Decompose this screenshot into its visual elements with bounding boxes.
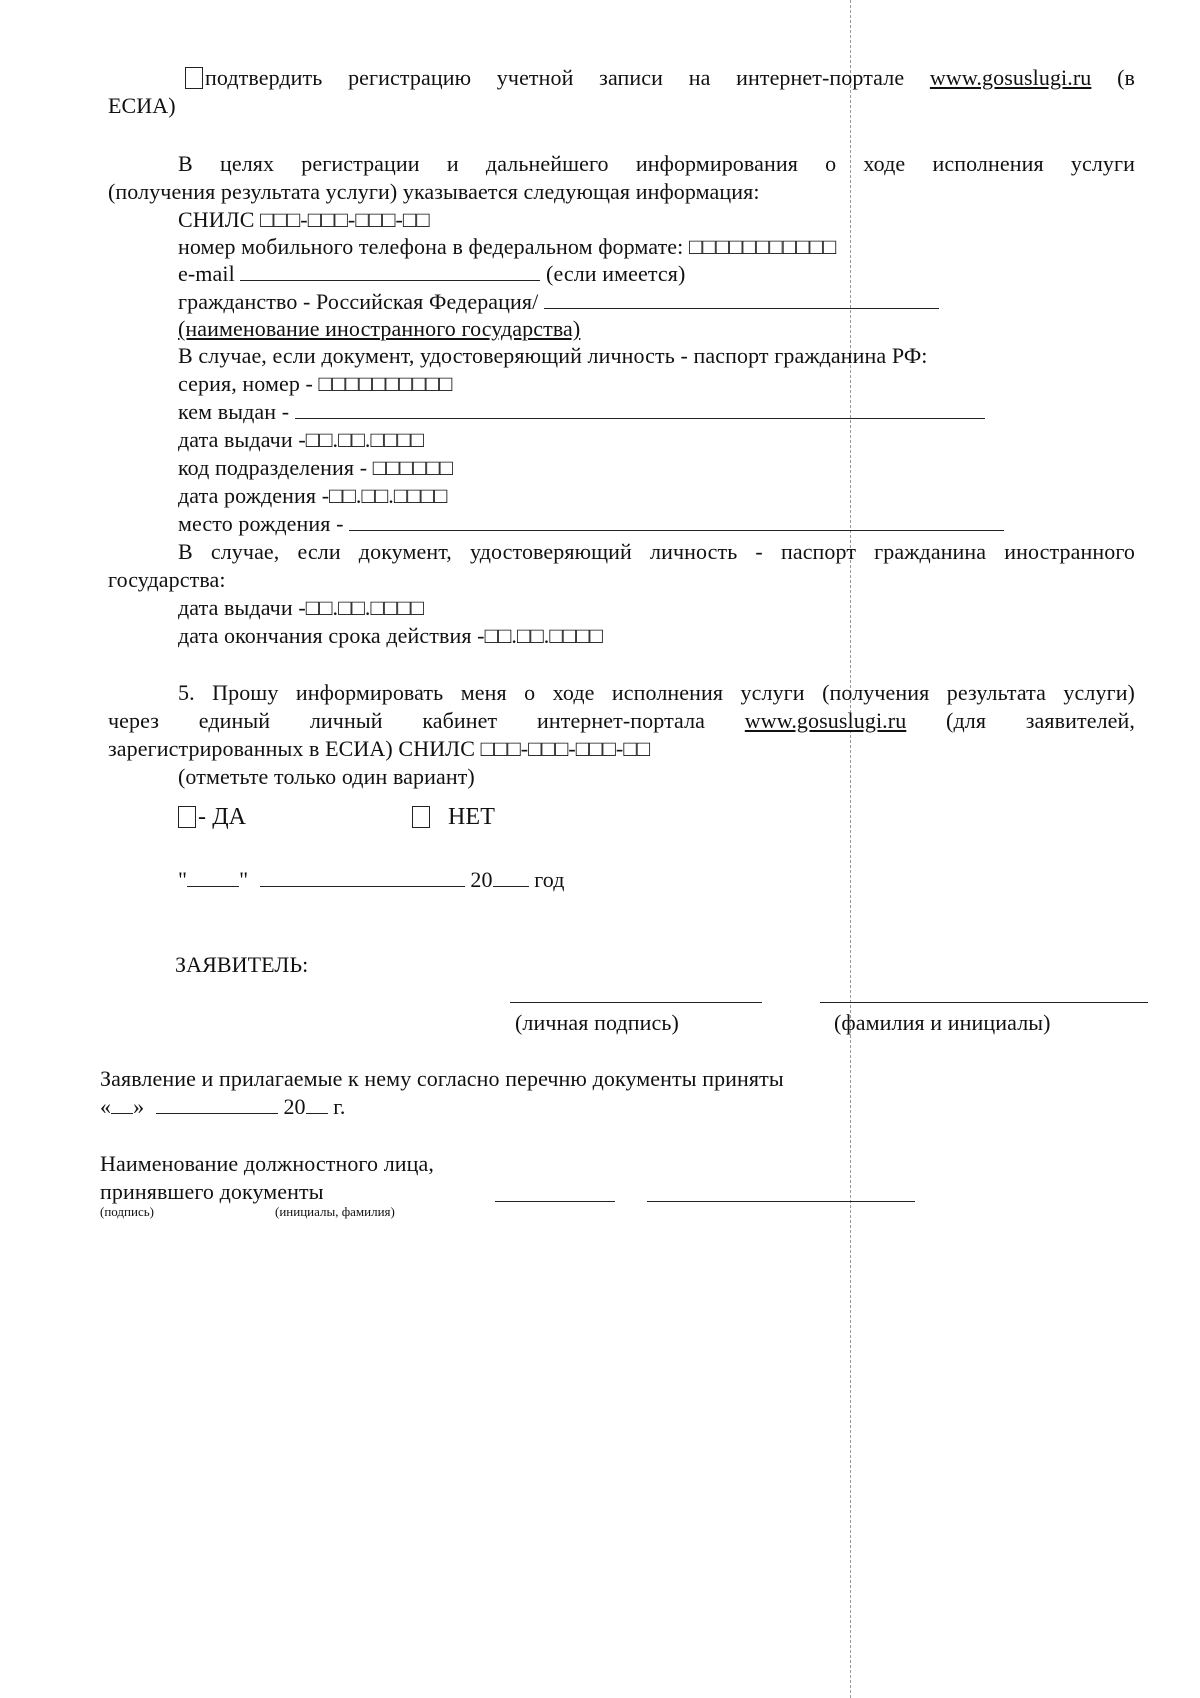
- date-quote-close: ": [239, 867, 249, 892]
- accepted-quote-open: «: [100, 1094, 112, 1119]
- signature-caption: (личная подпись): [515, 1010, 679, 1035]
- official-line-2: принявшего документы: [100, 1179, 324, 1204]
- no-option[interactable]: [412, 803, 495, 831]
- item5-line-3: зарегистрированных в ЕСИА) СНИЛС □□□-□□□-□□□-□□: [108, 736, 651, 761]
- item5-line-1: 5. Прошу информировать меня о ходе исполнения услуги (получения результата услуги): [178, 680, 1135, 705]
- accepted-date-line: [100, 1093, 346, 1121]
- item5-line2-a: через единый личный кабинет интернет-портала: [108, 708, 706, 733]
- accepted-line: Заявление и прилагаемые к нему согласно перечню документы приняты: [100, 1066, 784, 1091]
- birth-place-blank[interactable]: [349, 512, 1004, 531]
- email-line: [178, 260, 685, 288]
- citizenship-label: гражданство - Российская Федерация/: [178, 289, 539, 314]
- email-note: (если имеется): [546, 261, 686, 286]
- intro-line-2: (получения результата услуги) указывается следующая информация:: [108, 179, 760, 204]
- issued-by-label: кем выдан -: [178, 399, 290, 424]
- official-sign-caption: (подпись): [100, 1204, 154, 1219]
- day-blank[interactable]: [187, 868, 239, 887]
- birth-place-label: место рождения -: [178, 511, 344, 536]
- confirm-text: подтвердить регистрацию учетной записи на интернет-портале: [205, 65, 905, 90]
- issued-by-blank[interactable]: [295, 400, 985, 419]
- birth-date-line: дата рождения -□□.□□.□□□□: [178, 483, 448, 508]
- item5-line2-b: (для заявителей,: [946, 708, 1135, 733]
- foreign-issue-date-line: дата выдачи -□□.□□.□□□□: [178, 595, 425, 620]
- year-word: год: [534, 867, 565, 892]
- issued-by-line: [178, 398, 985, 426]
- confirm-registration-line: [185, 64, 1135, 92]
- official-name-blank[interactable]: [647, 1201, 915, 1202]
- foreign-state-caption: (наименование иностранного государства): [178, 316, 581, 341]
- item5-line-2: [108, 707, 1135, 735]
- year-prefix: 20: [470, 867, 493, 892]
- scan-fold-line: [850, 0, 851, 1698]
- gosuslugi-link-1[interactable]: www.gosuslugi.ru: [929, 65, 1092, 90]
- accepted-year-blank[interactable]: [306, 1095, 328, 1114]
- division-code-line: код подразделения - □□□□□□: [178, 455, 454, 480]
- accepted-day-blank[interactable]: [111, 1095, 133, 1114]
- foreign-case-line-2: государства:: [108, 567, 226, 592]
- confirm-tail: (в: [1117, 65, 1135, 90]
- phone-line: номер мобильного телефона в федеральном формате: □□□□□□□□□□□: [178, 234, 837, 259]
- expiry-date-line: дата окончания срока действия -□□.□□.□□□□: [178, 623, 603, 648]
- email-blank[interactable]: [240, 262, 540, 281]
- official-line-1: Наименование должностного лица,: [100, 1151, 434, 1176]
- no-checkbox[interactable]: [412, 806, 430, 828]
- official-name-caption: (инициалы, фамилия): [275, 1204, 395, 1219]
- yes-checkbox[interactable]: [178, 806, 196, 828]
- name-caption: (фамилия и инициалы): [834, 1010, 1051, 1035]
- one-option-note: (отметьте только один вариант): [178, 764, 475, 789]
- birth-place-line: [178, 510, 1004, 538]
- gosuslugi-link-2[interactable]: www.gosuslugi.ru: [744, 708, 907, 733]
- accepted-year-suffix: г.: [333, 1094, 346, 1119]
- signature-blank[interactable]: [510, 1002, 762, 1003]
- month-blank[interactable]: [260, 868, 465, 887]
- confirm-checkbox[interactable]: [185, 67, 203, 89]
- applicant-heading: ЗАЯВИТЕЛЬ:: [175, 952, 309, 977]
- accepted-month-blank[interactable]: [156, 1095, 278, 1114]
- series-number-line: серия, номер - □□□□□□□□□□: [178, 371, 453, 396]
- intro-line-1: В целях регистрации и дальнейшего информирования о ходе исполнения услуги: [178, 151, 1135, 176]
- date-quote-open: ": [178, 867, 188, 892]
- yes-label: - ДА: [198, 804, 247, 830]
- date-line: [178, 866, 565, 894]
- citizenship-line: [178, 288, 939, 316]
- year-blank[interactable]: [493, 868, 529, 887]
- accepted-year-prefix: 20: [283, 1094, 306, 1119]
- issue-date-line: дата выдачи -□□.□□.□□□□: [178, 427, 425, 452]
- rf-passport-case: В случае, если документ, удостоверяющий личность - паспорт гражданина РФ:: [178, 343, 928, 368]
- yes-option[interactable]: [178, 803, 246, 831]
- snils-line: СНИЛС □□□-□□□-□□□-□□: [178, 207, 430, 232]
- email-label: e-mail: [178, 261, 235, 286]
- no-label: НЕТ: [448, 804, 495, 830]
- name-blank[interactable]: [820, 1002, 1148, 1003]
- accepted-quote-close: »: [133, 1094, 145, 1119]
- foreign-case-line-1: В случае, если документ, удостоверяющий личность - паспорт гражданина иностранного: [178, 539, 1135, 564]
- citizenship-blank[interactable]: [544, 290, 939, 309]
- confirm-line-2: ЕСИА): [108, 93, 176, 118]
- official-sign-blank[interactable]: [495, 1201, 615, 1202]
